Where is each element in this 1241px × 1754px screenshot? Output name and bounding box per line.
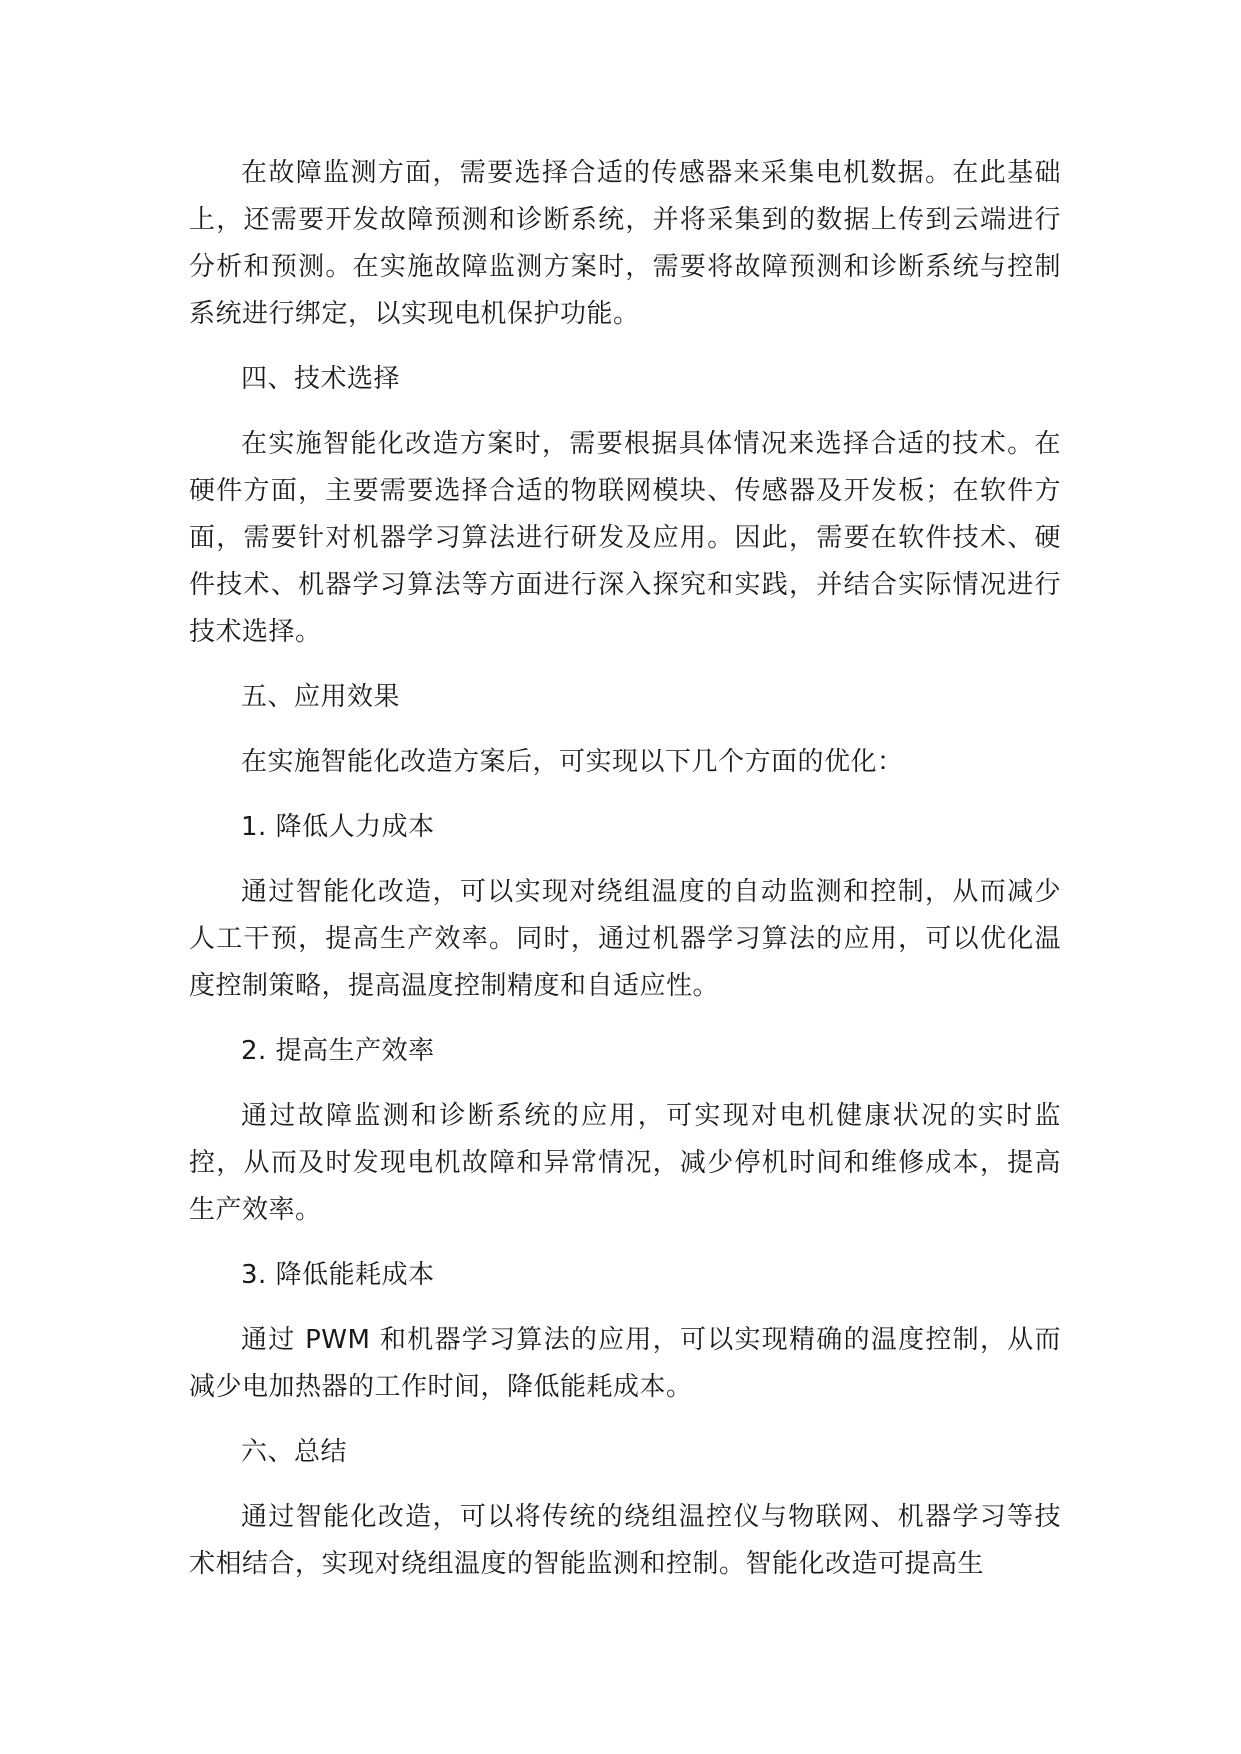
section-heading-summary: 六、总结 <box>241 1437 348 1467</box>
subheading-reduce-labor-cost: 1. 降低人力成本 <box>241 812 435 842</box>
paragraph-fault-monitoring: 在故障监测方面，需要选择合适的传感器来采集电机数据。在此基础上，还需要开发故障预测和诊断系统，并将采集到的数据上传到云端进行分析和预测。在实施故障监测方案时，需要将故障预测和诊断系统与控制系统进行绑定，以实现电机保护功能。 <box>189 158 1061 329</box>
section-heading-tech-selection: 四、技术选择 <box>241 364 401 394</box>
document-body <box>189 150 1061 1606</box>
section-heading-application-effect: 五、应用效果 <box>241 682 401 712</box>
paragraph-tech-selection: 在实施智能化改造方案时，需要根据具体情况来选择合适的技术。在硬件方面，主要需要选择合适的物联网模块、传感器及开发板；在软件方面，需要针对机器学习算法进行研发及应用。因此，需要在软件技术、硬件技术、机器学习算法等方面进行深入探究和实践，并结合实际情况进行技术选择。 <box>189 429 1061 647</box>
subheading-reduce-energy-cost: 3. 降低能耗成本 <box>241 1260 435 1290</box>
paragraph-summary: 通过智能化改造，可以将传统的绕组温控仪与物联网、机器学习等技术相结合，实现对绕组温度的智能监测和控制。智能化改造可提高生 <box>189 1502 1061 1579</box>
paragraph-reduce-labor-cost: 通过智能化改造，可以实现对绕组温度的自动监测和控制，从而减少人工干预，提高生产效率。同时，通过机器学习算法的应用，可以优化温度控制策略，提高温度控制精度和自适应性。 <box>189 877 1061 1001</box>
subheading-improve-efficiency: 2. 提高生产效率 <box>241 1036 435 1066</box>
paragraph-improve-efficiency: 通过故障监测和诊断系统的应用，可实现对电机健康状况的实时监控，从而及时发现电机故障和异常情况，减少停机时间和维修成本，提高生产效率。 <box>189 1101 1061 1225</box>
paragraph-optimization-intro: 在实施智能化改造方案后，可实现以下几个方面的优化： <box>241 747 904 777</box>
paragraph-reduce-energy-cost: 通过 PWM 和机器学习算法的应用，可以实现精确的温度控制，从而减少电加热器的工作时间，降低能耗成本。 <box>189 1325 1061 1402</box>
